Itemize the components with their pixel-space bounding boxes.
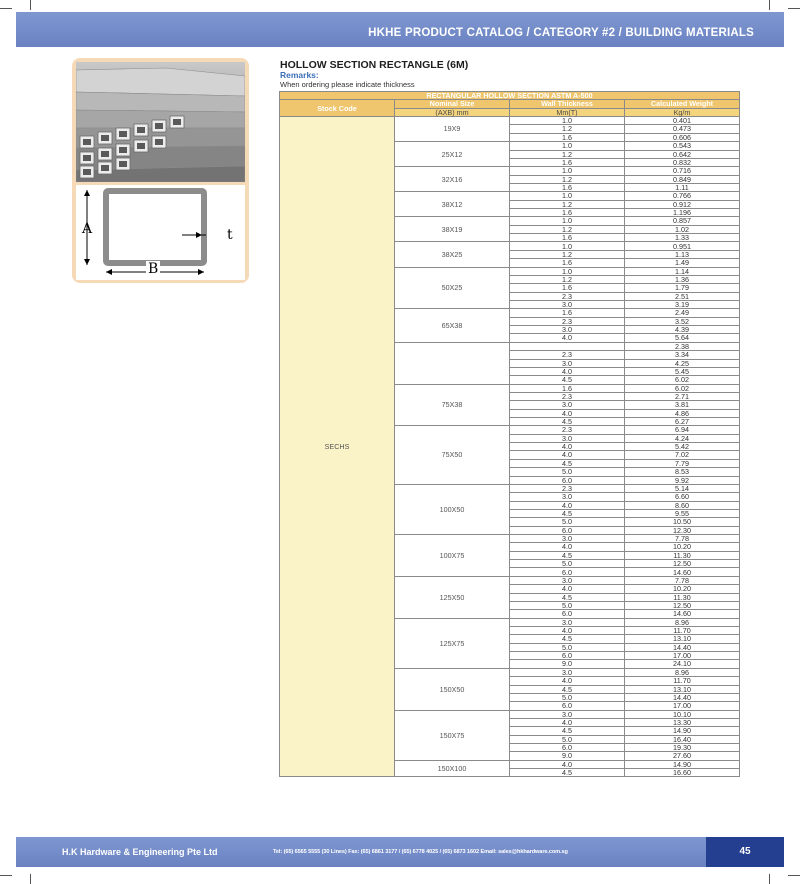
calculated-weight-cell: 3.34 (625, 351, 740, 359)
calculated-weight-cell: 4.24 (625, 434, 740, 442)
calculated-weight-cell: 11.70 (625, 627, 740, 635)
calculated-weight-cell: 0.849 (625, 175, 740, 183)
wall-thickness-cell: 4.5 (510, 509, 625, 517)
contact-info: Tel: (65) 6565 5555 (30 Lines) Fax: (65) 6861 3177 / (65) 6778 4025 / (65) 6873 1602 Email: sales@hkhardware.com.sg (273, 849, 568, 855)
wall-thickness-cell: 2.3 (510, 392, 625, 400)
wall-thickness-cell: 4.0 (510, 585, 625, 593)
nominal-size-cell: 25X12 (395, 142, 510, 167)
nominal-size-cell: 75X50 (395, 426, 510, 485)
wall-thickness-cell: 1.2 (510, 200, 625, 208)
calculated-weight-unit: Kg/m (625, 108, 740, 116)
calculated-weight-cell: 0.857 (625, 217, 740, 225)
wall-thickness-unit: Mm(T) (510, 108, 625, 116)
wall-thickness-cell: 3.0 (510, 576, 625, 584)
calculated-weight-cell: 7.78 (625, 576, 740, 584)
crop-mark (0, 875, 12, 876)
calculated-weight-cell: 11.30 (625, 551, 740, 559)
wall-thickness-cell: 4.0 (510, 760, 625, 768)
calculated-weight-cell: 0.642 (625, 150, 740, 158)
calculated-weight-cell: 0.401 (625, 117, 740, 125)
wall-thickness-cell: 4.0 (510, 443, 625, 451)
wall-thickness-cell: 4.0 (510, 367, 625, 375)
cross-section-diagram (76, 185, 245, 280)
wall-thickness-cell: 6.0 (510, 652, 625, 660)
nominal-size-cell: 125X50 (395, 576, 510, 618)
steel-tubes-photo (76, 62, 245, 182)
table-row (280, 117, 740, 125)
calculated-weight-cell: 11.70 (625, 677, 740, 685)
nominal-size-cell: 100X50 (395, 484, 510, 534)
wall-thickness-cell: 1.0 (510, 192, 625, 200)
wall-thickness-cell: 1.0 (510, 217, 625, 225)
calculated-weight-cell: 16.40 (625, 735, 740, 743)
wall-thickness-cell: 3.0 (510, 434, 625, 442)
wall-thickness-cell: 4.5 (510, 418, 625, 426)
wall-thickness-cell: 2.3 (510, 292, 625, 300)
calculated-weight-cell: 3.52 (625, 317, 740, 325)
crop-mark (0, 8, 12, 9)
calculated-weight-cell: 13.30 (625, 718, 740, 726)
wall-thickness-cell: 3.0 (510, 401, 625, 409)
nominal-size-unit: (AXB) mm (395, 108, 510, 116)
wall-thickness-cell: 6.0 (510, 610, 625, 618)
calculated-weight-cell: 0.951 (625, 242, 740, 250)
wall-thickness-cell: 1.6 (510, 384, 625, 392)
wall-thickness-cell: 1.6 (510, 133, 625, 141)
wall-thickness-cell: 1.2 (510, 275, 625, 283)
wall-thickness-cell: 4.0 (510, 543, 625, 551)
calculated-weight-cell: 16.60 (625, 769, 740, 777)
wall-thickness-cell: 3.0 (510, 493, 625, 501)
stock-code-header: Stock Code (280, 100, 395, 117)
calculated-weight-cell: 0.606 (625, 133, 740, 141)
calculated-weight-cell: 12.50 (625, 601, 740, 609)
nominal-size-cell: 75X38 (395, 384, 510, 426)
table-header-row (280, 100, 740, 108)
wall-thickness-cell: 4.0 (510, 718, 625, 726)
wall-thickness-cell: 4.5 (510, 551, 625, 559)
wall-thickness-cell: 2.3 (510, 351, 625, 359)
wall-thickness-header: Wall Thickness (510, 100, 625, 108)
company-name: H.K Hardware & Engineering Pte Ltd (62, 847, 218, 857)
wall-thickness-cell: 1.2 (510, 150, 625, 158)
wall-thickness-cell: 2.3 (510, 317, 625, 325)
crop-mark (788, 875, 800, 876)
wall-thickness-cell: 1.6 (510, 234, 625, 242)
calculated-weight-cell: 24.10 (625, 660, 740, 668)
catalog-header-band (16, 12, 784, 47)
calculated-weight-cell: 7.78 (625, 535, 740, 543)
wall-thickness-cell: 3.0 (510, 300, 625, 308)
wall-thickness-cell: 6.0 (510, 744, 625, 752)
calculated-weight-cell: 0.716 (625, 167, 740, 175)
nominal-size-cell: 50X25 (395, 267, 510, 309)
calculated-weight-cell: 7.02 (625, 451, 740, 459)
product-image-panel (72, 58, 249, 283)
wall-thickness-cell: 5.0 (510, 468, 625, 476)
calculated-weight-cell: 6.60 (625, 493, 740, 501)
wall-thickness-cell: 1.0 (510, 117, 625, 125)
wall-thickness-cell: 5.0 (510, 693, 625, 701)
calculated-weight-cell: 3.81 (625, 401, 740, 409)
calculated-weight-cell: 1.79 (625, 284, 740, 292)
calculated-weight-cell: 17.00 (625, 702, 740, 710)
calculated-weight-cell: 17.00 (625, 652, 740, 660)
wall-thickness-cell: 4.5 (510, 376, 625, 384)
calculated-weight-cell: 6.02 (625, 376, 740, 384)
wall-thickness-cell: 4.5 (510, 459, 625, 467)
calculated-weight-cell: 6.27 (625, 418, 740, 426)
wall-thickness-cell: 1.6 (510, 284, 625, 292)
remarks-text: When ordering please indicate thickness (280, 80, 415, 89)
crop-mark (30, 874, 31, 884)
nominal-size-cell: 19X9 (395, 117, 510, 142)
catalog-header-title: HKHE PRODUCT CATALOG / CATEGORY #2 / BUILDING MATERIALS (368, 27, 754, 39)
table-title: RECTANGULAR HOLLOW SECTION ASTM A-500 (280, 92, 740, 100)
calculated-weight-cell: 14.60 (625, 568, 740, 576)
page-number: 45 (706, 837, 784, 867)
wall-thickness-cell: 4.0 (510, 677, 625, 685)
calculated-weight-cell: 12.50 (625, 560, 740, 568)
crop-mark (769, 0, 770, 10)
nominal-size-cell: 38X19 (395, 217, 510, 242)
calculated-weight-cell: 12.30 (625, 526, 740, 534)
wall-thickness-cell: 6.0 (510, 526, 625, 534)
calculated-weight-cell: 2.71 (625, 392, 740, 400)
wall-thickness-cell: 4.5 (510, 635, 625, 643)
wall-thickness-cell: 4.0 (510, 409, 625, 417)
wall-thickness-cell: 4.5 (510, 685, 625, 693)
calculated-weight-cell: 0.473 (625, 125, 740, 133)
calculated-weight-cell: 14.40 (625, 643, 740, 651)
wall-thickness-cell: 4.0 (510, 627, 625, 635)
calculated-weight-header: Calculated Weight (625, 100, 740, 108)
wall-thickness-cell: 3.0 (510, 535, 625, 543)
calculated-weight-cell: 9.92 (625, 476, 740, 484)
calculated-weight-cell: 8.96 (625, 618, 740, 626)
calculated-weight-cell: 10.20 (625, 585, 740, 593)
wall-thickness-cell: 5.0 (510, 601, 625, 609)
calculated-weight-cell: 1.14 (625, 267, 740, 275)
calculated-weight-cell: 7.79 (625, 459, 740, 467)
wall-thickness-cell: 1.6 (510, 158, 625, 166)
wall-thickness-cell: 9.0 (510, 660, 625, 668)
wall-thickness-cell: 1.0 (510, 142, 625, 150)
calculated-weight-cell: 13.10 (625, 635, 740, 643)
wall-thickness-cell: 1.6 (510, 209, 625, 217)
wall-thickness-cell: 6.0 (510, 568, 625, 576)
calculated-weight-cell: 9.55 (625, 509, 740, 517)
calculated-weight-cell: 14.60 (625, 610, 740, 618)
calculated-weight-cell: 5.64 (625, 334, 740, 342)
calculated-weight-cell: 0.912 (625, 200, 740, 208)
calculated-weight-cell: 27.60 (625, 752, 740, 760)
calculated-weight-cell: 10.10 (625, 710, 740, 718)
calculated-weight-cell: 10.20 (625, 543, 740, 551)
wall-thickness-cell: 3.0 (510, 710, 625, 718)
hollow-section-spec-table (279, 91, 740, 777)
calculated-weight-cell: 8.53 (625, 468, 740, 476)
wall-thickness-cell: 3.0 (510, 668, 625, 676)
wall-thickness-cell: 4.5 (510, 727, 625, 735)
calculated-weight-cell: 5.45 (625, 367, 740, 375)
calculated-weight-cell: 1.36 (625, 275, 740, 283)
calculated-weight-cell: 0.543 (625, 142, 740, 150)
wall-thickness-cell: 5.0 (510, 560, 625, 568)
wall-thickness-cell: 6.0 (510, 702, 625, 710)
nominal-size-cell: 150X50 (395, 668, 510, 710)
calculated-weight-cell: 1.196 (625, 209, 740, 217)
calculated-weight-cell: 5.14 (625, 484, 740, 492)
wall-thickness-cell: 1.2 (510, 250, 625, 258)
calculated-weight-cell: 11.30 (625, 593, 740, 601)
wall-thickness-cell: 4.0 (510, 334, 625, 342)
nominal-size-cell: 100X75 (395, 535, 510, 577)
diagram-label-t: t (227, 227, 233, 243)
nominal-size-cell (395, 342, 510, 384)
crop-mark (30, 0, 31, 10)
calculated-weight-cell: 0.766 (625, 192, 740, 200)
wall-thickness-cell: 3.0 (510, 618, 625, 626)
calculated-weight-cell: 8.60 (625, 501, 740, 509)
calculated-weight-cell: 6.94 (625, 426, 740, 434)
calculated-weight-cell: 4.86 (625, 409, 740, 417)
calculated-weight-cell: 4.39 (625, 326, 740, 334)
nominal-size-cell: 38X25 (395, 242, 510, 267)
wall-thickness-cell: 1.6 (510, 183, 625, 191)
wall-thickness-cell: 9.0 (510, 752, 625, 760)
calculated-weight-cell: 1.02 (625, 225, 740, 233)
wall-thickness-cell: 3.0 (510, 359, 625, 367)
calculated-weight-cell: 1.33 (625, 234, 740, 242)
wall-thickness-cell: 1.0 (510, 242, 625, 250)
crop-mark (788, 8, 800, 9)
calculated-weight-cell: 2.38 (625, 342, 740, 350)
calculated-weight-cell: 14.40 (625, 693, 740, 701)
wall-thickness-cell: 1.2 (510, 175, 625, 183)
remarks-label: Remarks: (280, 70, 319, 80)
wall-thickness-cell: 2.3 (510, 426, 625, 434)
wall-thickness-cell: 3.0 (510, 326, 625, 334)
calculated-weight-cell: 2.51 (625, 292, 740, 300)
calculated-weight-cell: 2.49 (625, 309, 740, 317)
wall-thickness-cell: 5.0 (510, 735, 625, 743)
wall-thickness-cell: 5.0 (510, 518, 625, 526)
calculated-weight-cell: 3.19 (625, 300, 740, 308)
stock-code-cell: SECHS (280, 117, 395, 777)
calculated-weight-cell: 6.02 (625, 384, 740, 392)
wall-thickness-cell: 5.0 (510, 643, 625, 651)
nominal-size-cell: 150X75 (395, 710, 510, 760)
nominal-size-cell: 65X38 (395, 309, 510, 342)
crop-mark (769, 874, 770, 884)
calculated-weight-cell: 14.90 (625, 760, 740, 768)
wall-thickness-cell: 1.0 (510, 267, 625, 275)
wall-thickness-cell: 2.3 (510, 484, 625, 492)
calculated-weight-cell: 1.13 (625, 250, 740, 258)
nominal-size-cell: 125X75 (395, 618, 510, 668)
nominal-size-header: Nominal Size (395, 100, 510, 108)
wall-thickness-cell: 4.0 (510, 451, 625, 459)
wall-thickness-cell: 1.0 (510, 167, 625, 175)
diagram-label-b: B (148, 261, 159, 277)
footer-band (16, 837, 784, 867)
nominal-size-cell: 38X12 (395, 192, 510, 217)
wall-thickness-cell: 4.0 (510, 501, 625, 509)
nominal-size-cell: 150X100 (395, 760, 510, 777)
wall-thickness-cell: 4.5 (510, 769, 625, 777)
wall-thickness-cell: 1.2 (510, 125, 625, 133)
calculated-weight-cell: 19.30 (625, 744, 740, 752)
wall-thickness-cell: 4.5 (510, 593, 625, 601)
wall-thickness-cell: 1.2 (510, 225, 625, 233)
calculated-weight-cell: 0.832 (625, 158, 740, 166)
wall-thickness-cell: 1.6 (510, 259, 625, 267)
calculated-weight-cell: 1.49 (625, 259, 740, 267)
wall-thickness-cell: 1.6 (510, 309, 625, 317)
wall-thickness-cell: 6.0 (510, 476, 625, 484)
calculated-weight-cell: 4.25 (625, 359, 740, 367)
calculated-weight-cell: 10.50 (625, 518, 740, 526)
section-title: HOLLOW SECTION RECTANGLE (6M) (280, 59, 469, 71)
nominal-size-cell: 32X16 (395, 167, 510, 192)
diagram-label-a: A (82, 221, 93, 237)
calculated-weight-cell: 8.96 (625, 668, 740, 676)
calculated-weight-cell: 5.42 (625, 443, 740, 451)
calculated-weight-cell: 1.11 (625, 183, 740, 191)
calculated-weight-cell: 13.10 (625, 685, 740, 693)
calculated-weight-cell: 14.90 (625, 727, 740, 735)
